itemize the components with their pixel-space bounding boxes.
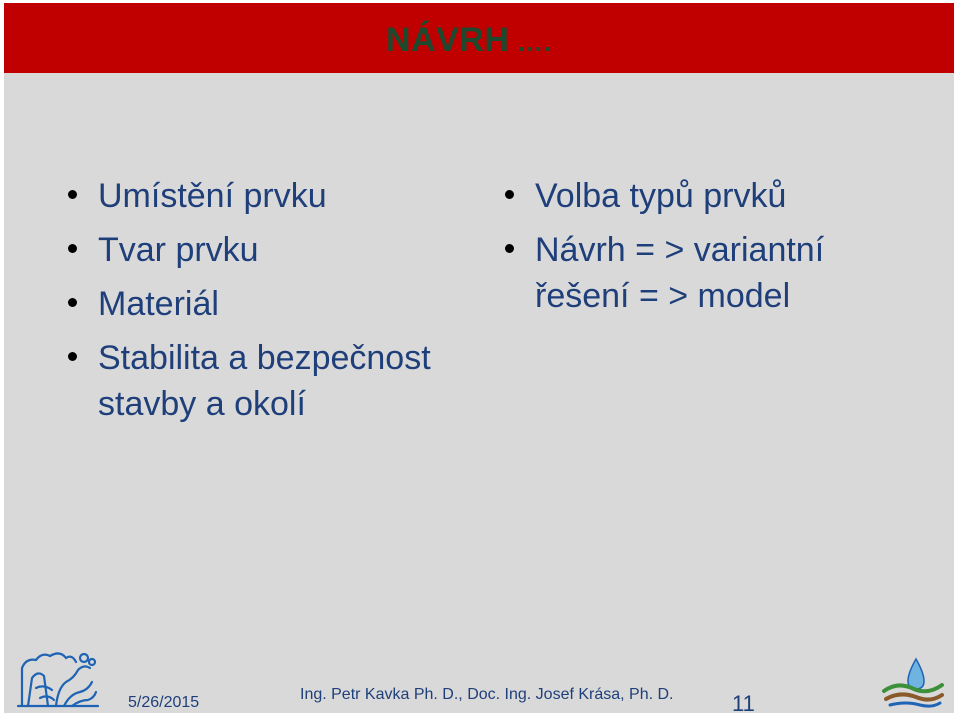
footer-date: 5/26/2015 — [128, 694, 200, 711]
bullet-text: Volba typů prvků — [535, 177, 787, 215]
page-number: 11 — [732, 691, 755, 713]
bullet-text-continued: řešení = > model — [535, 277, 791, 315]
slide-title — [386, 21, 551, 60]
right-bullet-list — [501, 173, 941, 327]
bullet-text-continued: stavby a okolí — [98, 385, 306, 423]
bullet-text: Tvar prvku — [98, 231, 259, 269]
bullet-item — [64, 227, 484, 273]
water-drop-landscape-logo-icon — [880, 655, 946, 709]
bullet-item — [64, 281, 484, 327]
slide — [4, 3, 954, 713]
bullet-text: Materiál — [98, 285, 219, 323]
bullet-item — [501, 227, 941, 319]
university-lion-logo-icon — [14, 648, 100, 710]
bullet-item — [64, 173, 484, 219]
bullet-text: Návrh = > variantní — [535, 231, 825, 269]
bullet-item — [501, 173, 941, 219]
bullet-text: Stabilita a bezpečnost — [98, 339, 431, 377]
left-bullet-list — [64, 173, 484, 435]
bullet-text: Umístění prvku — [98, 177, 327, 215]
bullet-item — [64, 335, 484, 427]
footer-authors: Ing. Petr Kavka Ph. D., Doc. Ing. Josef Krása, Ph. D. — [300, 686, 674, 703]
slide-title-main: NÁVRH — [386, 21, 510, 59]
slide-title-dots: …. — [509, 27, 552, 57]
